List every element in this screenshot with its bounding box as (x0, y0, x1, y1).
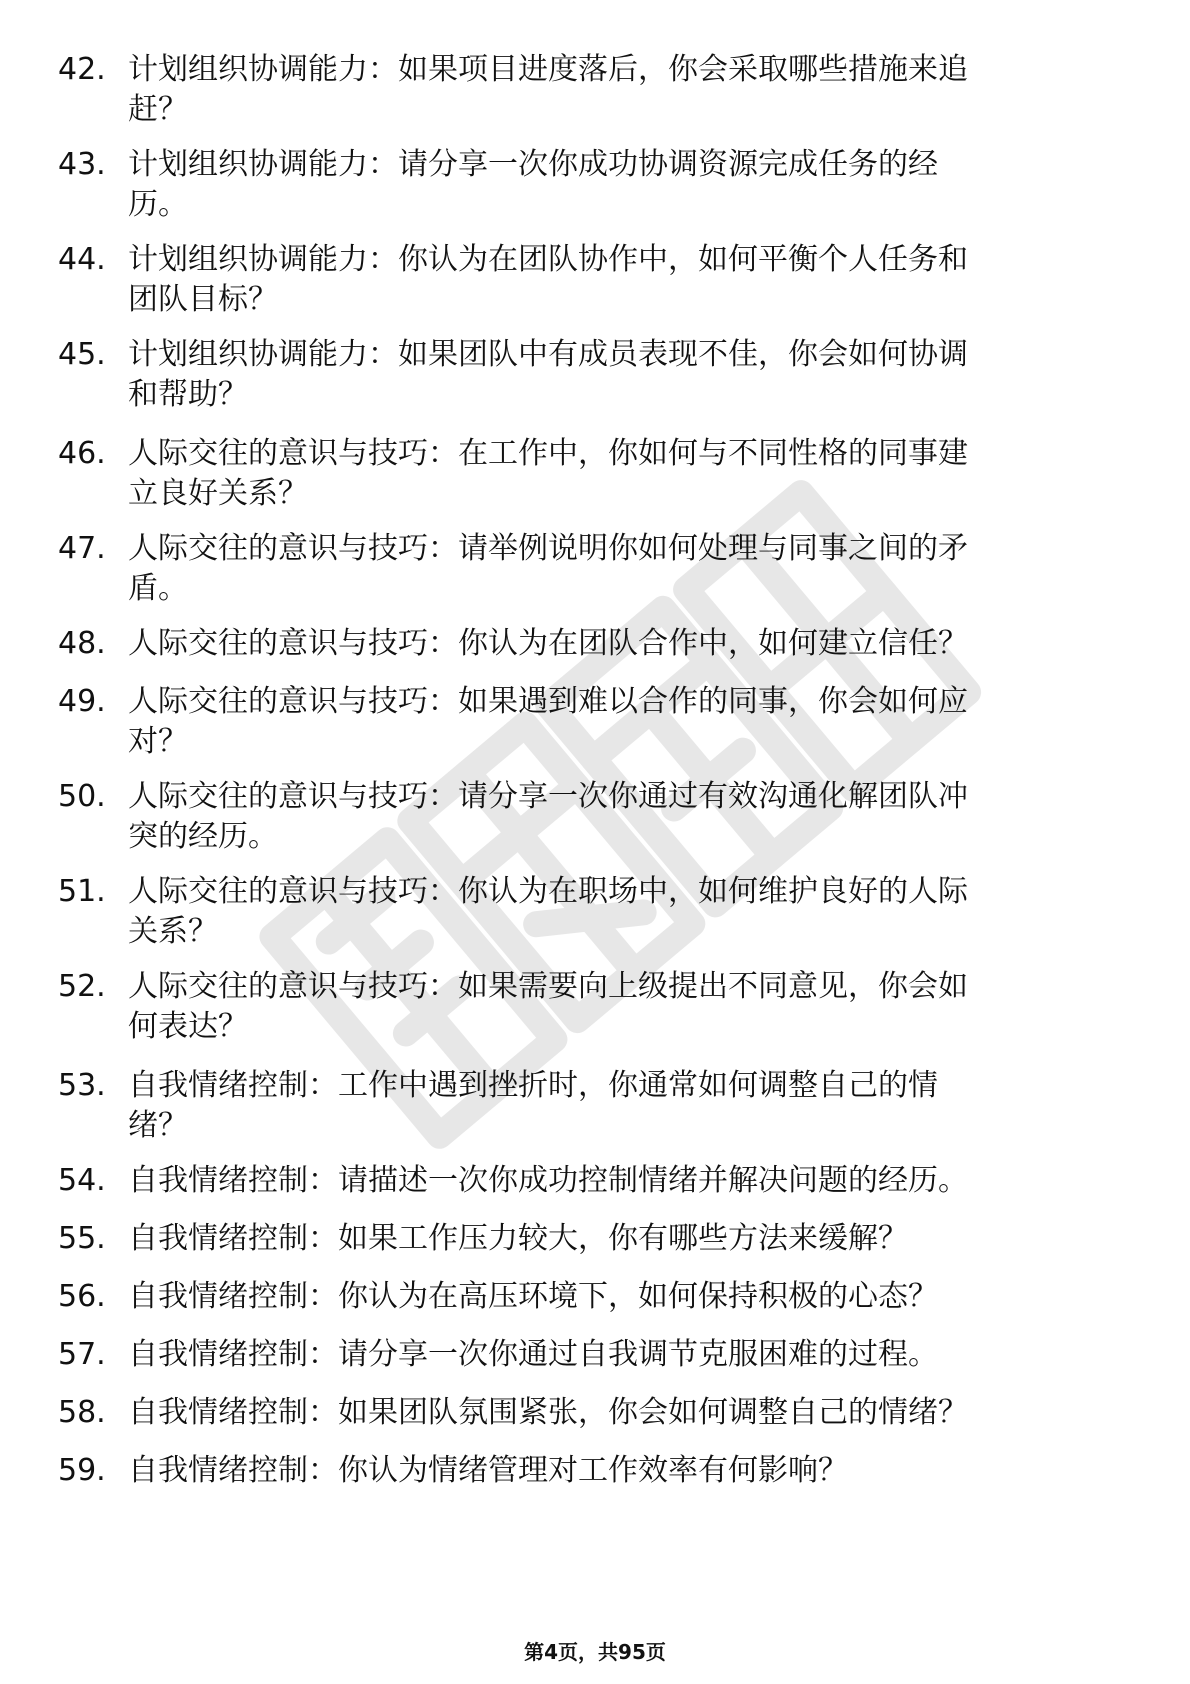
question-text-line: 历。 (128, 187, 188, 222)
question-text-line: 对？ (128, 724, 188, 759)
question-number: 57. (58, 1337, 106, 1372)
question-text-line: 人际交往的意识与技巧：你认为在团队合作中，如何建立信任？ (128, 626, 968, 661)
question-text-line: 绪？ (128, 1108, 188, 1143)
question-number: 59. (58, 1453, 106, 1488)
question-text-line: 关系？ (128, 914, 218, 949)
question-number: 47. (58, 531, 106, 566)
question-text-line: 计划组织协调能力：你认为在团队协作中，如何平衡个人任务和 (128, 242, 968, 277)
question-number: 44. (58, 242, 106, 277)
question-number: 49. (58, 684, 106, 719)
question-number: 48. (58, 626, 106, 661)
question-text-line: 和帮助？ (128, 377, 248, 412)
question-text-line: 立良好关系？ (128, 476, 308, 511)
question-number: 45. (58, 337, 106, 372)
question-text-line: 人际交往的意识与技巧：在工作中，你如何与不同性格的同事建 (128, 436, 968, 471)
question-text-line: 计划组织协调能力：如果团队中有成员表现不佳，你会如何协调 (128, 337, 968, 372)
question-text-line: 自我情绪控制：如果工作压力较大，你有哪些方法来缓解？ (128, 1221, 908, 1256)
question-number: 52. (58, 969, 106, 1004)
question-text-line: 何表达？ (128, 1009, 248, 1044)
question-text-line: 突的经历。 (128, 819, 278, 854)
question-number: 50. (58, 779, 106, 814)
question-text-line: 自我情绪控制：请分享一次你通过自我调节克服困难的过程。 (128, 1337, 938, 1372)
question-text-line: 团队目标？ (128, 282, 278, 317)
question-text-line: 人际交往的意识与技巧：如果遇到难以合作的同事，你会如何应 (128, 684, 968, 719)
question-text-line: 自我情绪控制：你认为在高压环境下，如何保持积极的心态？ (128, 1279, 938, 1314)
question-number: 46. (58, 436, 106, 471)
question-text-line: 计划组织协调能力：请分享一次你成功协调资源完成任务的经 (128, 147, 938, 182)
question-number: 42. (58, 52, 106, 87)
question-text-line: 盾。 (128, 571, 188, 606)
question-number: 51. (58, 874, 106, 909)
question-number: 56. (58, 1279, 106, 1314)
question-text-line: 自我情绪控制：请描述一次你成功控制情绪并解决问题的经历。 (128, 1163, 968, 1198)
question-number: 43. (58, 147, 106, 182)
question-text-line: 人际交往的意识与技巧：请分享一次你通过有效沟通化解团队冲 (128, 779, 968, 814)
question-text-line: 自我情绪控制：你认为情绪管理对工作效率有何影响？ (128, 1453, 848, 1488)
question-text-line: 人际交往的意识与技巧：请举例说明你如何处理与同事之间的矛 (128, 531, 968, 566)
question-text-line: 人际交往的意识与技巧：如果需要向上级提出不同意见，你会如 (128, 969, 968, 1004)
question-text-line: 自我情绪控制：如果团队氛围紧张，你会如何调整自己的情绪？ (128, 1395, 968, 1430)
question-text-line: 计划组织协调能力：如果项目进度落后，你会采取哪些措施来追 (128, 52, 968, 87)
question-text-line: 人际交往的意识与技巧：你认为在职场中，如何维护良好的人际 (128, 874, 968, 909)
question-number: 54. (58, 1163, 106, 1198)
question-number: 58. (58, 1395, 106, 1430)
question-number: 53. (58, 1068, 106, 1103)
page-footer: 第4页，共95页 (524, 1640, 666, 1664)
question-text-line: 自我情绪控制：工作中遇到挫折时，你通常如何调整自己的情 (128, 1068, 938, 1103)
question-text-line: 赶？ (128, 92, 188, 127)
question-number: 55. (58, 1221, 106, 1256)
